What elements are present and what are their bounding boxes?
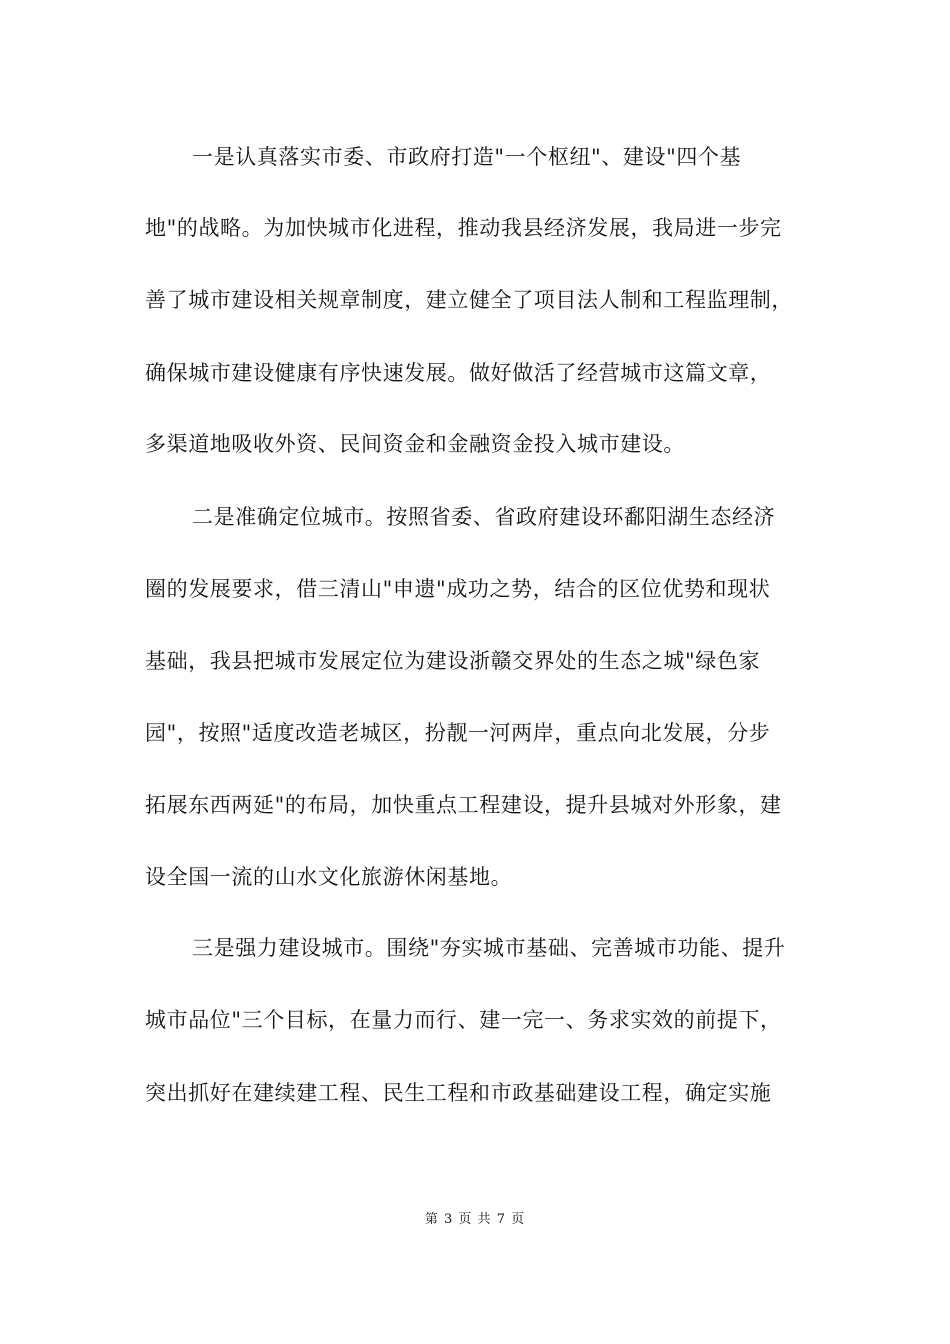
paragraph-2-line-2: 圈的发展要求，借三清山"申遗"成功之势，结合的区位优势和现状 — [145, 577, 771, 601]
paragraph-1-line-4: 确保城市建设健康有序快速发展。做好做活了经营城市这篇文章， — [145, 361, 772, 385]
paragraph-3-line-1: 三是强力建设城市。围绕"夯实城市基础、完善城市功能、提升 — [192, 936, 786, 960]
paragraph-2-line-1: 二是准确定位城市。按照省委、省政府建设环鄱阳湖生态经济 — [192, 505, 776, 529]
paragraph-1-line-5: 多渠道地吸收外资、民间资金和金融资金投入城市建设。 — [145, 432, 685, 456]
paragraph-2-line-3: 基础，我县把城市发展定位为建设浙赣交界处的生态之城"绿色家 — [145, 649, 761, 673]
paragraph-2-line-5: 拓展东西两延"的布局，加快重点工程建设，提升县城对外形象，建 — [145, 793, 782, 817]
paragraph-1-line-3: 善了城市建设相关规章制度，建立健全了项目法人制和工程监理制， — [145, 288, 793, 312]
paragraph-2-line-6: 设全国一流的山水文化旅游休闲基地。 — [145, 865, 513, 889]
paragraph-3-line-2: 城市品位"三个目标，在量力而行、建一完一、务求实效的前提下， — [145, 1008, 782, 1032]
paragraph-3-line-3: 突出抓好在建续建工程、民生工程和市政基础建设工程，确定实施 — [145, 1081, 772, 1105]
page-number-footer: 第 3 页 共 7 页 — [424, 1212, 526, 1227]
paragraph-2-line-4: 园"，按照"适度改造老城区，扮靓一河两岸，重点向北发展，分步 — [145, 721, 771, 745]
paragraph-1-line-1: 一是认真落实市委、市政府打造"一个枢纽"、建设"四个基 — [192, 145, 742, 169]
paragraph-1-line-2: 地"的战略。为加快城市化进程，推动我县经济发展，我局进一步完 — [145, 216, 782, 240]
